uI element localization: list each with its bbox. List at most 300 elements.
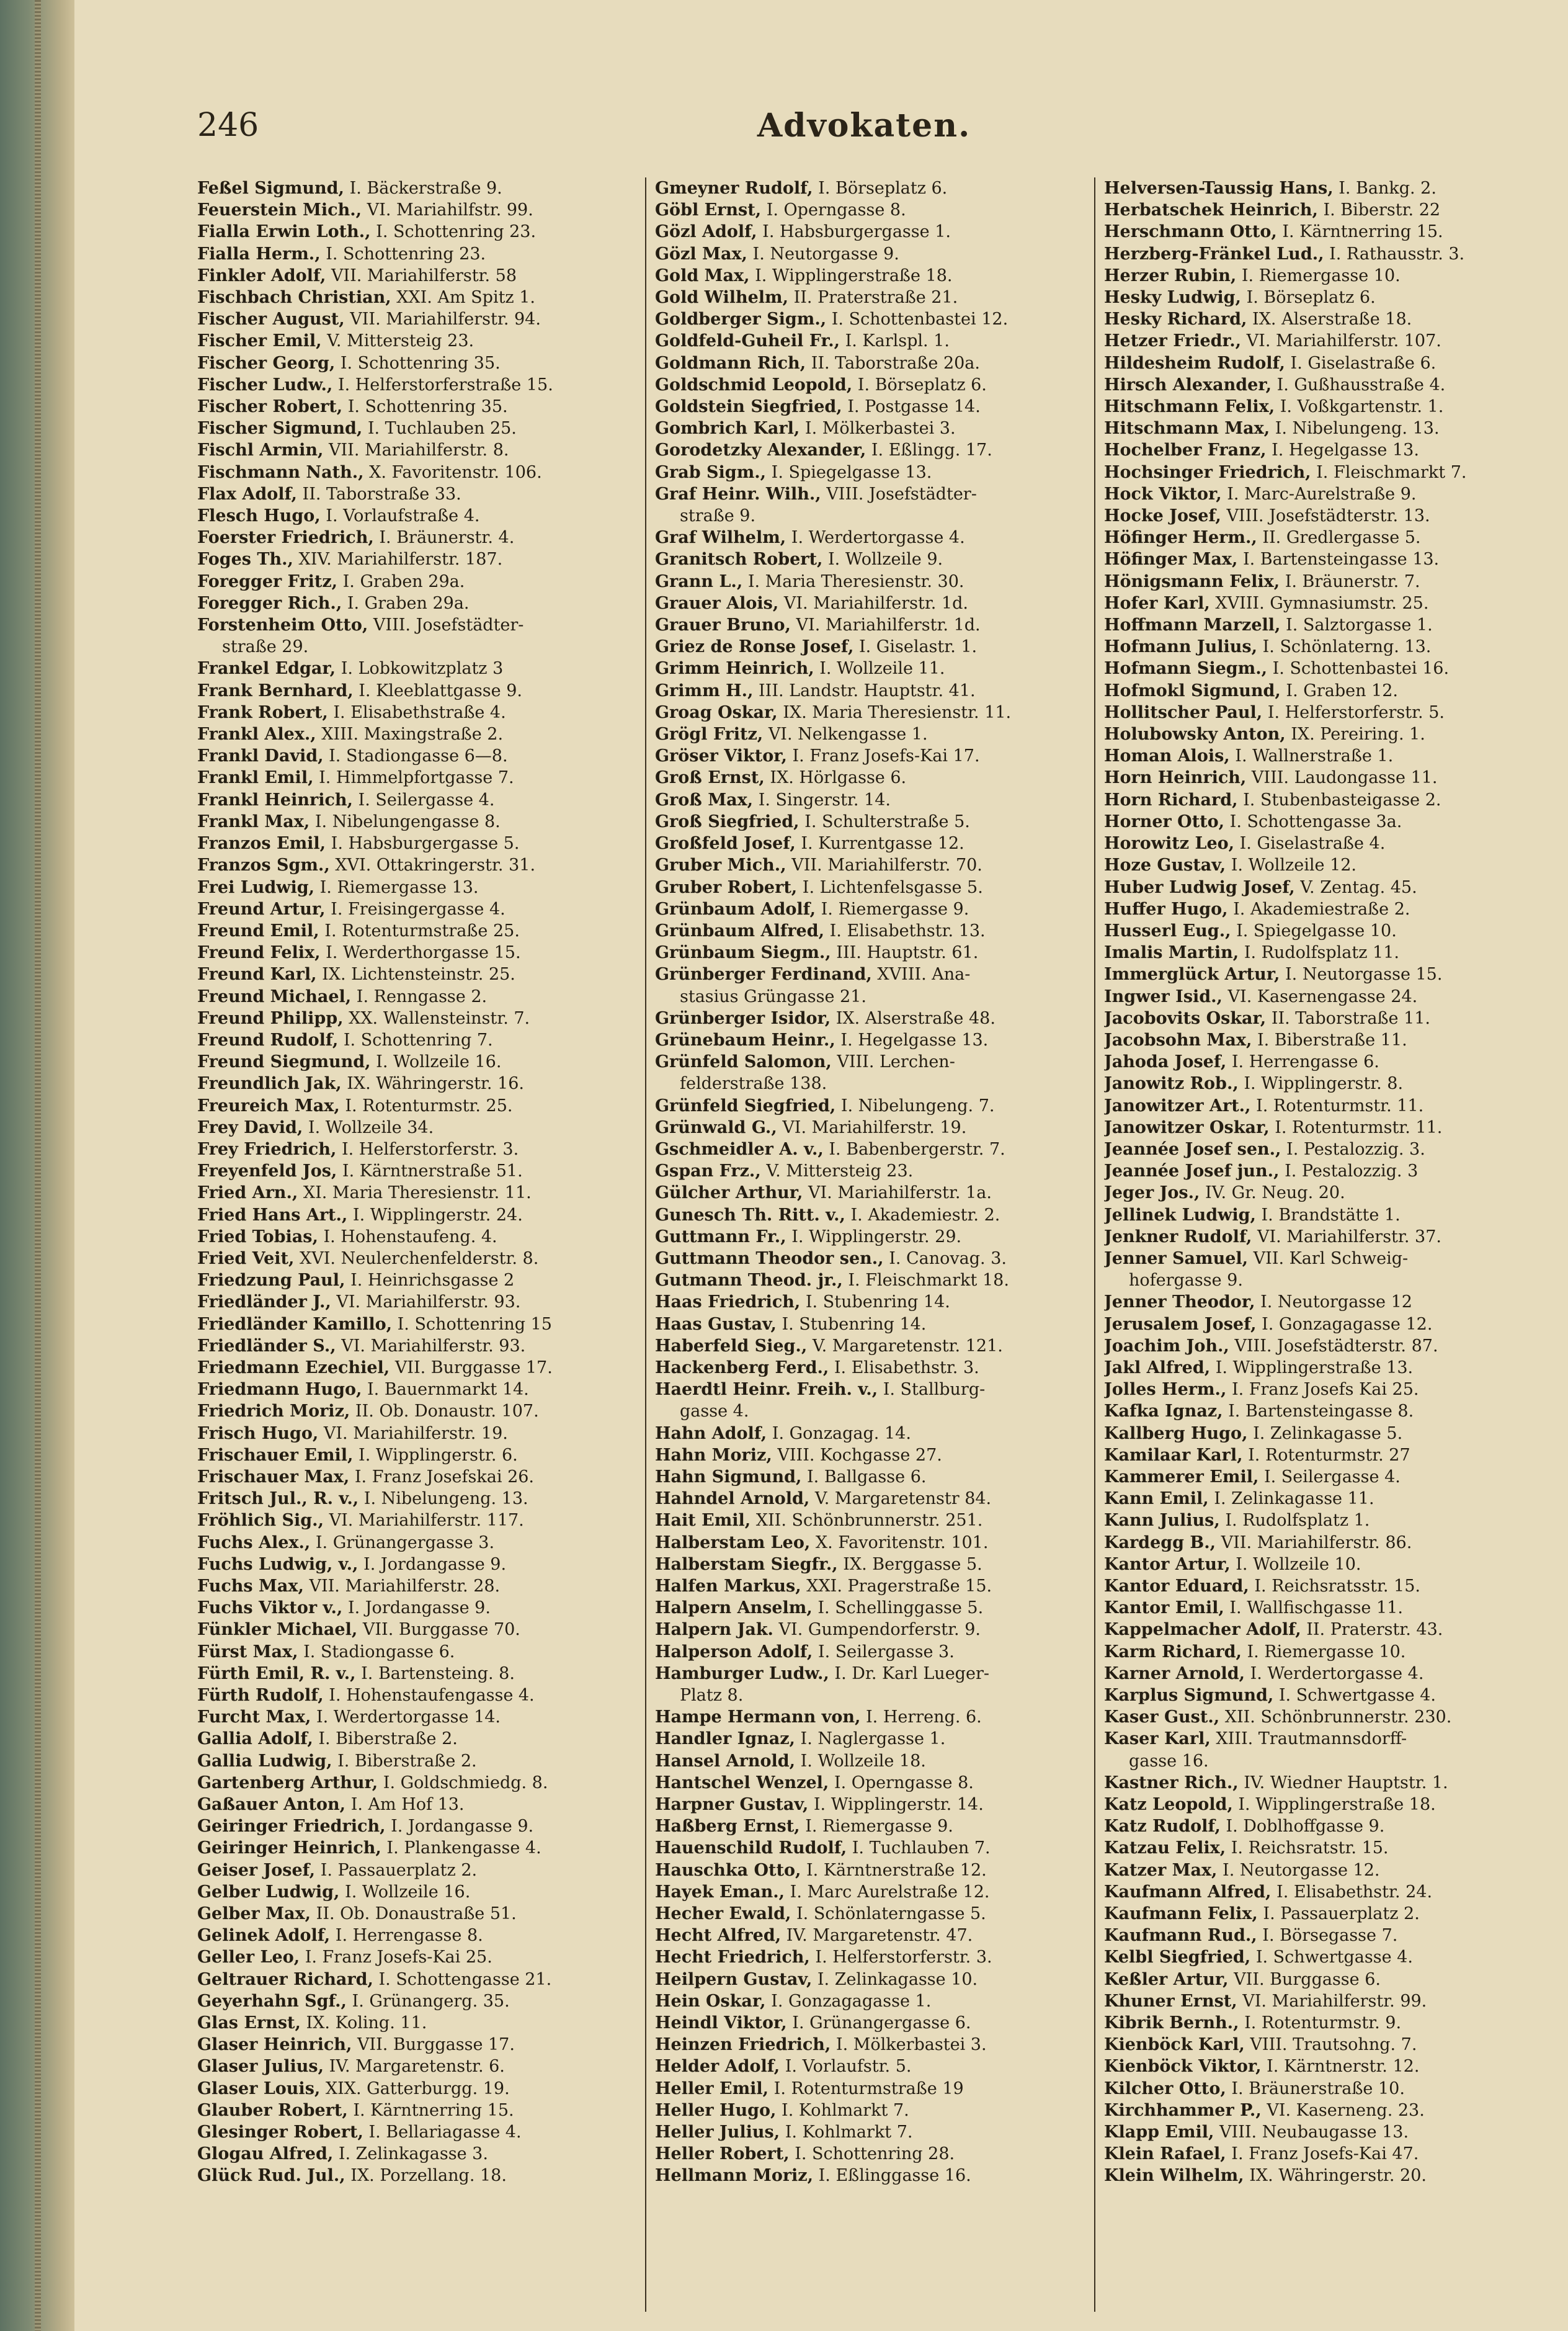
directory-entry bbox=[1104, 2121, 1532, 2143]
directory-entry bbox=[197, 745, 625, 767]
entry-name: Grünbaum Alfred, bbox=[655, 921, 825, 941]
entry-address: VII. Mariahilferstr. 86. bbox=[1221, 1532, 1412, 1552]
entry-name: Hauenschild Rudolf, bbox=[655, 1838, 847, 1858]
entry-name: Heller Hugo, bbox=[655, 2100, 777, 2120]
entry-address: I. Schottenring 35. bbox=[340, 353, 501, 373]
directory-entry bbox=[655, 1095, 1083, 1117]
entry-address: I. Rotenturmstr. 9. bbox=[1244, 2013, 1402, 2033]
directory-entry bbox=[655, 1051, 1083, 1073]
entry-name: Hackenberg Ferd., bbox=[655, 1358, 829, 1377]
entry-name: Kastner Rich., bbox=[1104, 1773, 1239, 1792]
directory-entry bbox=[655, 1794, 1083, 1815]
entry-address: I. Rudolfsplatz 11. bbox=[1244, 943, 1399, 963]
entry-address: XII. Schönbrunnerstr. 230. bbox=[1224, 1707, 1452, 1727]
directory-entry bbox=[655, 287, 1083, 308]
directory-entry bbox=[655, 505, 1083, 527]
entry-address: I. Bräunerstr. 7. bbox=[1285, 571, 1420, 591]
entry-name: Hochsinger Friedrich, bbox=[1104, 462, 1311, 482]
directory-entry bbox=[655, 593, 1083, 614]
entry-address: I. Stadiongasse 6—8. bbox=[329, 746, 508, 766]
entry-address: VI. Kaserneng. 23. bbox=[1267, 2100, 1425, 2120]
entry-name: Geller Leo, bbox=[197, 1948, 300, 1967]
entry-name: Jellinek Ludwig, bbox=[1104, 1205, 1256, 1225]
entry-address: I. Helferstorferstr. 3. bbox=[341, 1139, 519, 1159]
directory-entry bbox=[197, 1815, 625, 1837]
entry-name: Gallia Adolf, bbox=[197, 1729, 313, 1749]
directory-entry bbox=[655, 854, 1083, 876]
entry-address: II. Taborstraße 20a. bbox=[811, 353, 980, 373]
directory-entry bbox=[1104, 1095, 1532, 1117]
entry-address: VII. Mariahilferstr. 94. bbox=[350, 310, 541, 329]
entry-name: Griez de Ronse Josef, bbox=[655, 637, 854, 657]
directory-entry bbox=[655, 1160, 1083, 1182]
entry-name: Gülcher Arthur, bbox=[655, 1183, 803, 1203]
entry-name: Horn Heinrich, bbox=[1104, 768, 1247, 788]
directory-entry bbox=[1104, 1532, 1532, 1554]
directory-entry bbox=[1104, 942, 1532, 964]
directory-entry bbox=[197, 811, 625, 833]
entry-name: Foregger Fritz, bbox=[197, 571, 338, 591]
entry-name: Feßel Sigmund, bbox=[197, 179, 344, 198]
entry-address: XI. Maria Theresienstr. 11. bbox=[303, 1183, 532, 1203]
directory-entry bbox=[197, 1029, 625, 1051]
directory-entry bbox=[197, 1597, 625, 1619]
entry-name: Frischauer Emil, bbox=[197, 1445, 354, 1465]
directory-entry bbox=[655, 177, 1083, 199]
entry-address: XIV. Mariahilferstr. 187. bbox=[298, 550, 503, 570]
directory-entry bbox=[655, 1488, 1083, 1510]
entry-name: Hochelber Franz, bbox=[1104, 441, 1267, 460]
entry-address: I. Biberstraße 2. bbox=[318, 1729, 458, 1749]
entry-address: I. Schönlaterng. 13. bbox=[1262, 637, 1432, 657]
entry-address: I. Fleischmarkt 18. bbox=[848, 1271, 1009, 1291]
directory-entry bbox=[655, 2100, 1083, 2121]
entry-address: IX. Porzellang. 18. bbox=[350, 2166, 507, 2186]
entry-address: I. Wipplingerstraße 13. bbox=[1215, 1358, 1414, 1377]
entry-address: I. Nibelungeng. 13. bbox=[1275, 419, 1440, 439]
entry-address: I. Eßlinggasse 16. bbox=[818, 2166, 971, 2186]
entry-name: Gelber Max, bbox=[197, 1904, 311, 1924]
entry-name: Fischmann Nath., bbox=[197, 462, 364, 482]
directory-entry bbox=[1104, 1313, 1532, 1335]
directory-entry bbox=[655, 527, 1083, 548]
entry-name: Hofmokl Sigmund, bbox=[1104, 681, 1281, 700]
entry-name: Freund Michael, bbox=[197, 987, 352, 1006]
directory-columns bbox=[197, 177, 1531, 2312]
entry-name: Friedmann Hugo, bbox=[197, 1380, 362, 1400]
entry-name: Klein Wilhelm, bbox=[1104, 2166, 1244, 2186]
entry-name: Huber Ludwig Josef, bbox=[1104, 877, 1295, 897]
entry-address: VII. Karl Schweig- bbox=[1253, 1248, 1409, 1268]
directory-entry bbox=[1104, 1772, 1532, 1794]
entry-name: Hesky Richard, bbox=[1104, 310, 1247, 329]
entry-address: VII. Mariahilferstr. 28. bbox=[309, 1577, 501, 1596]
directory-entry bbox=[197, 854, 625, 876]
entry-address: VII. Mariahilferstr. 8. bbox=[328, 441, 509, 460]
entry-name: Fried Tobias, bbox=[197, 1227, 318, 1246]
directory-entry bbox=[1104, 1554, 1532, 1575]
directory-entry bbox=[655, 1881, 1083, 1903]
entry-name: Hocke Josef, bbox=[1104, 506, 1221, 526]
directory-entry bbox=[197, 265, 625, 287]
directory-entry bbox=[655, 1248, 1083, 1269]
entry-name: Franzos Emil, bbox=[197, 834, 326, 854]
entry-name: Heller Julius, bbox=[655, 2123, 780, 2142]
entry-name: Fialla Herm., bbox=[197, 244, 321, 264]
directory-entry bbox=[197, 1379, 625, 1400]
entry-name: Halberstam Leo, bbox=[655, 1532, 811, 1552]
entry-address: IV. Wiedner Hauptstr. 1. bbox=[1244, 1773, 1448, 1792]
entry-address: I. Werdertorgasse 14. bbox=[316, 1707, 501, 1727]
directory-entry bbox=[197, 1488, 625, 1510]
entry-address: I. Eßlingg. 17. bbox=[871, 441, 992, 460]
entry-name: Gschmeidler A. v., bbox=[655, 1139, 824, 1159]
directory-entry bbox=[197, 243, 625, 265]
entry-name: Hauschka Otto, bbox=[655, 1860, 801, 1880]
directory-entry bbox=[1104, 680, 1532, 702]
entry-name: Goldmann Rich, bbox=[655, 353, 806, 373]
directory-entry bbox=[655, 1597, 1083, 1619]
directory-entry bbox=[1104, 1139, 1532, 1160]
entry-name: Gaßauer Anton, bbox=[197, 1795, 346, 1815]
directory-entry bbox=[197, 505, 625, 527]
column-3 bbox=[1094, 177, 1532, 2312]
entry-address: VII. Burggasse 6. bbox=[1234, 1969, 1381, 1989]
entry-address: I. Schwertgasse 4. bbox=[1255, 1948, 1413, 1967]
directory-entry bbox=[197, 221, 625, 243]
directory-entry bbox=[197, 483, 625, 505]
entry-name: Gombrich Karl, bbox=[655, 419, 800, 439]
entry-name: Flesch Hugo, bbox=[197, 506, 321, 526]
entry-address: I. Wipplingerstr. 14. bbox=[813, 1795, 984, 1815]
entry-name: Freund Karl, bbox=[197, 965, 317, 985]
directory-entry bbox=[1104, 2143, 1532, 2165]
entry-address: XVI. Neulerchenfelderstr. 8. bbox=[300, 1248, 539, 1268]
directory-entry bbox=[1104, 1881, 1532, 1903]
entry-name: Fuchs Alex., bbox=[197, 1532, 311, 1552]
directory-entry bbox=[197, 1554, 625, 1575]
entry-address: I. Riemergasse 9. bbox=[821, 899, 969, 919]
directory-entry bbox=[197, 2034, 625, 2056]
directory-entry bbox=[1104, 767, 1532, 789]
entry-name: Hecht Alfred, bbox=[655, 1926, 782, 1946]
directory-entry bbox=[1104, 723, 1532, 745]
entry-address: I. Schottenring 7. bbox=[343, 1030, 493, 1050]
entry-address: I. Bartensteingasse 13. bbox=[1242, 550, 1440, 570]
entry-name: Graf Heinr. Wilh., bbox=[655, 484, 821, 504]
entry-name: Frank Bernhard, bbox=[197, 681, 354, 700]
directory-entry bbox=[655, 1335, 1083, 1357]
directory-entry bbox=[655, 1357, 1083, 1379]
entry-address: I. Werderthorgasse 15. bbox=[326, 943, 521, 963]
entry-name: Freund Felix, bbox=[197, 943, 321, 963]
directory-entry bbox=[1104, 2056, 1532, 2077]
entry-name: Frank Robert, bbox=[197, 702, 328, 722]
entry-name: Kaufmann Alfred, bbox=[1104, 1882, 1272, 1902]
directory-entry bbox=[197, 2012, 625, 2034]
directory-entry bbox=[1104, 483, 1532, 505]
entry-address: VI. Mariahilferstr. 37. bbox=[1257, 1227, 1441, 1246]
directory-entry bbox=[1104, 352, 1532, 374]
entry-name: Kantor Artur, bbox=[1104, 1554, 1231, 1574]
directory-entry bbox=[655, 462, 1083, 483]
entry-address: I. Mölkerbastei 3. bbox=[804, 419, 956, 439]
directory-entry bbox=[197, 1728, 625, 1750]
entry-name: Karner Arnold, bbox=[1104, 1663, 1245, 1683]
directory-entry bbox=[1104, 1029, 1532, 1051]
entry-name: Hahn Adolf, bbox=[655, 1423, 767, 1443]
entry-name: Höfinger Herm., bbox=[1104, 528, 1257, 548]
entry-address: I. Wollzeile 12. bbox=[1231, 856, 1357, 875]
directory-entry bbox=[197, 680, 625, 702]
entry-name: Graf Wilhelm, bbox=[655, 528, 786, 548]
entry-name: Kaser Karl, bbox=[1104, 1729, 1211, 1749]
entry-address: I. Rotenturmstr. 25. bbox=[345, 1096, 513, 1116]
directory-entry bbox=[655, 680, 1083, 702]
directory-entry bbox=[655, 330, 1083, 352]
directory-entry bbox=[655, 614, 1083, 636]
entry-address: I. Rotenturmstr. 11. bbox=[1275, 1117, 1443, 1137]
directory-entry bbox=[1104, 1400, 1532, 1422]
entry-name: Gruber Robert, bbox=[655, 877, 798, 897]
entry-name: Frischauer Max, bbox=[197, 1467, 350, 1487]
entry-name: Geiringer Friedrich, bbox=[197, 1817, 386, 1837]
directory-entry bbox=[655, 396, 1083, 418]
entry-name: Hirsch Alexander, bbox=[1104, 375, 1272, 395]
directory-entry bbox=[655, 2121, 1083, 2143]
entry-name: Hitschmann Max, bbox=[1104, 419, 1270, 439]
entry-address: I. Helferstorferstraße 15. bbox=[337, 375, 553, 395]
entry-address: I. Wollzeile 11. bbox=[819, 659, 945, 679]
directory-entry bbox=[1104, 2034, 1532, 2056]
directory-entry bbox=[197, 1313, 625, 1335]
entry-name: Hoffmann Marzell, bbox=[1104, 615, 1281, 635]
directory-entry bbox=[655, 439, 1083, 461]
entry-name: Fischer Sigmund, bbox=[197, 419, 363, 439]
entry-name: Heindl Viktor, bbox=[655, 2013, 787, 2033]
directory-entry bbox=[1104, 1706, 1532, 1728]
directory-entry bbox=[655, 1969, 1083, 1990]
entry-name: Glesinger Robert, bbox=[197, 2123, 363, 2142]
entry-name: Herzberg-Fränkel Lud., bbox=[1104, 244, 1324, 264]
entry-address: III. Hauptstr. 61. bbox=[836, 943, 979, 963]
entry-address: I. Heinrichsgasse 2 bbox=[350, 1271, 515, 1291]
entry-address: I. Pestalozzig. 3 bbox=[1285, 1161, 1419, 1181]
directory-entry bbox=[1104, 877, 1532, 898]
entry-name: Herschmann Otto, bbox=[1104, 222, 1277, 242]
entry-address: I. Passauerplatz 2. bbox=[1263, 1904, 1420, 1924]
entry-name: Halberstam Siegfr., bbox=[655, 1554, 838, 1574]
directory-entry bbox=[197, 2143, 625, 2165]
directory-entry bbox=[197, 1619, 625, 1640]
entry-address: I. Börseplatz 6. bbox=[1246, 288, 1376, 308]
entry-address: I. Bankg. 2. bbox=[1339, 179, 1437, 198]
entry-name: Janowitz Rob., bbox=[1104, 1074, 1239, 1094]
entry-name: Freundlich Jak, bbox=[197, 1074, 342, 1094]
entry-address: VIII. Josefstädterstr. 87. bbox=[1234, 1336, 1438, 1356]
entry-address: I. Biberstr. 22 bbox=[1323, 200, 1441, 220]
entry-name: Jahoda Josef, bbox=[1104, 1052, 1227, 1072]
directory-entry bbox=[197, 723, 625, 745]
entry-name: Kantor Emil, bbox=[1104, 1598, 1224, 1618]
directory-entry bbox=[1104, 1925, 1532, 1946]
entry-name: Fried Veit, bbox=[197, 1248, 295, 1268]
entry-address: I. Schottengasse 21. bbox=[378, 1969, 552, 1989]
entry-address: V. Margaretenstr 84. bbox=[814, 1489, 992, 1509]
entry-name: Heilpern Gustav, bbox=[655, 1969, 813, 1989]
entry-name: Jacobovits Oskar, bbox=[1104, 1008, 1267, 1028]
entry-name: Heinzen Friedrich, bbox=[655, 2035, 831, 2055]
entry-address: I. Wollzeile 18. bbox=[800, 1751, 926, 1771]
entry-name: Katz Rudolf, bbox=[1104, 1817, 1221, 1837]
entry-address: I. Spiegelgasse 10. bbox=[1236, 921, 1397, 941]
directory-entry bbox=[655, 352, 1083, 374]
entry-address: XIX. Gatterburgg. 19. bbox=[325, 2078, 510, 2098]
entry-address: I. Kohlmarkt 7. bbox=[782, 2100, 909, 2120]
entry-address: I. Reichsratsstr. 15. bbox=[1254, 1577, 1420, 1596]
entry-name: Kardegg B., bbox=[1104, 1532, 1216, 1552]
directory-entry bbox=[1104, 1379, 1532, 1400]
entry-address: VI. Mariahilferstr. 1d. bbox=[796, 615, 981, 635]
page-header bbox=[197, 107, 1531, 156]
directory-entry bbox=[1104, 1117, 1532, 1139]
entry-address: I. Wallnerstraße 1. bbox=[1235, 746, 1394, 766]
entry-name: Hellmann Moriz, bbox=[655, 2166, 814, 2186]
entry-address: IV. Margaretenstr. 47. bbox=[786, 1926, 973, 1946]
directory-entry bbox=[1104, 374, 1532, 396]
directory-entry bbox=[655, 811, 1083, 833]
entry-address: I. Schottenring 23. bbox=[376, 222, 537, 242]
entry-name: Friedzung Paul, bbox=[197, 1271, 345, 1291]
entry-address: I. Bauernmarkt 14. bbox=[367, 1380, 529, 1400]
directory-entry bbox=[1104, 243, 1532, 265]
directory-entry bbox=[655, 374, 1083, 396]
entry-name: Fuchs Ludwig, v., bbox=[197, 1554, 359, 1574]
directory-entry bbox=[655, 1619, 1083, 1640]
entry-address: XVIII. Ana- bbox=[877, 965, 971, 985]
entry-name: Friedländer J., bbox=[197, 1292, 331, 1312]
directory-entry bbox=[1104, 1575, 1532, 1597]
entry-name: Frey Friedrich, bbox=[197, 1139, 337, 1159]
directory-entry bbox=[655, 1117, 1083, 1139]
entry-address: II. Gredlergasse 5. bbox=[1262, 528, 1421, 548]
entry-name: Gröser Viktor, bbox=[655, 746, 787, 766]
directory-entry bbox=[655, 1837, 1083, 1859]
directory-entry bbox=[655, 1990, 1083, 2012]
directory-entry bbox=[1104, 702, 1532, 723]
entry-name: Kann Emil, bbox=[1104, 1489, 1209, 1509]
entry-address: I. Bellariagasse 4. bbox=[368, 2123, 522, 2142]
entry-name: Harpner Gustav, bbox=[655, 1795, 809, 1815]
directory-entry bbox=[1104, 1466, 1532, 1488]
directory-entry bbox=[655, 1291, 1083, 1313]
entry-name: Holubowsky Anton, bbox=[1104, 725, 1286, 745]
entry-name: Hahndel Arnold, bbox=[655, 1489, 810, 1509]
entry-address: I. Seilergasse 4. bbox=[358, 790, 495, 810]
entry-address: I. Graben 29a. bbox=[347, 593, 470, 613]
entry-address: I. Schottenring 23. bbox=[326, 244, 486, 264]
directory-entry bbox=[1104, 1357, 1532, 1379]
entry-address: I. Wollzeile 16. bbox=[345, 1882, 471, 1902]
entry-address: I. Operngasse 8. bbox=[834, 1773, 974, 1792]
entry-name: Grünbaum Siegm., bbox=[655, 943, 831, 963]
directory-entry bbox=[197, 418, 625, 439]
entry-address: II. Praterstraße 21. bbox=[793, 288, 958, 308]
entry-address: I. Grünangergasse 6. bbox=[792, 2013, 971, 2033]
entry-address: IX. Alserstraße 18. bbox=[1252, 310, 1412, 329]
directory-entry bbox=[655, 1204, 1083, 1226]
entry-name: Grauer Bruno, bbox=[655, 615, 791, 635]
directory-entry bbox=[197, 396, 625, 418]
directory-entry bbox=[1104, 593, 1532, 614]
entry-name: Glaser Heinrich, bbox=[197, 2035, 352, 2055]
entry-name: Heller Robert, bbox=[655, 2144, 790, 2164]
directory-entry bbox=[655, 1182, 1083, 1204]
entry-address: VIII. Laudongasse 11. bbox=[1251, 768, 1438, 788]
directory-entry bbox=[655, 1226, 1083, 1248]
entry-name: Goldschmid Leopold, bbox=[655, 375, 853, 395]
entry-address: VIII. Lerchen- bbox=[837, 1052, 955, 1072]
directory-entry bbox=[655, 986, 1083, 1008]
entry-address: I. Elisabethstr. 3. bbox=[834, 1358, 979, 1377]
entry-name: Hock Viktor, bbox=[1104, 484, 1222, 504]
directory-entry bbox=[655, 308, 1083, 330]
entry-name: Fischl Armin, bbox=[197, 441, 324, 460]
entry-address: I. Himmelpfortgasse 7. bbox=[319, 768, 514, 788]
entry-name: Hetzer Friedr., bbox=[1104, 331, 1242, 351]
entry-name: Grimm Heinrich, bbox=[655, 659, 814, 679]
directory-entry bbox=[1104, 1335, 1532, 1357]
entry-name: Hofer Karl, bbox=[1104, 593, 1210, 613]
entry-address: I. Am Hof 13. bbox=[350, 1795, 465, 1815]
entry-address: VIII. Josefstädterstr. 13. bbox=[1226, 506, 1430, 526]
directory-entry bbox=[197, 199, 625, 221]
entry-name: Gelber Ludwig, bbox=[197, 1882, 340, 1902]
entry-name: Frei Ludwig, bbox=[197, 877, 315, 897]
directory-entry bbox=[655, 636, 1083, 658]
directory-entry bbox=[655, 1772, 1083, 1794]
directory-entry bbox=[1104, 1619, 1532, 1640]
entry-name: Fuchs Max, bbox=[197, 1577, 304, 1596]
entry-name: Haerdtl Heinr. Freih. v., bbox=[655, 1380, 878, 1400]
entry-address: I. Nibelungeng. 7. bbox=[840, 1096, 995, 1116]
entry-address: hofergasse 9. bbox=[1129, 1271, 1243, 1291]
directory-entry bbox=[1104, 1815, 1532, 1837]
entry-address: I. Wipplingerstr. 6. bbox=[359, 1445, 518, 1465]
entry-address: V. Margaretenstr. 121. bbox=[812, 1336, 1003, 1356]
entry-name: Hollitscher Paul, bbox=[1104, 702, 1263, 722]
entry-address: I. Biberstraße 2. bbox=[337, 1751, 477, 1771]
directory-entry bbox=[655, 571, 1083, 593]
directory-entry bbox=[655, 1444, 1083, 1466]
entry-name: Fritsch Jul., R. v., bbox=[197, 1489, 359, 1509]
directory-entry bbox=[1104, 1051, 1532, 1073]
entry-address: I. Neutorgasse 9. bbox=[752, 244, 899, 264]
entry-address: I. Gußhausstraße 4. bbox=[1276, 375, 1446, 395]
entry-address: I. Kohlmarkt 7. bbox=[785, 2123, 913, 2142]
directory-entry bbox=[655, 2078, 1083, 2100]
entry-address: I. Wollzeile 9. bbox=[828, 550, 943, 570]
directory-entry bbox=[197, 1925, 625, 1946]
directory-entry bbox=[1104, 1073, 1532, 1094]
directory-entry bbox=[1104, 418, 1532, 439]
directory-entry bbox=[655, 1532, 1083, 1554]
entry-name: Fischbach Christian, bbox=[197, 288, 391, 308]
entry-name: Hamburger Ludw., bbox=[655, 1663, 829, 1683]
entry-name: Geyerhahn Sgf., bbox=[197, 1991, 347, 2011]
entry-address: I. Stallburg- bbox=[883, 1380, 986, 1400]
directory-entry bbox=[197, 2100, 625, 2121]
